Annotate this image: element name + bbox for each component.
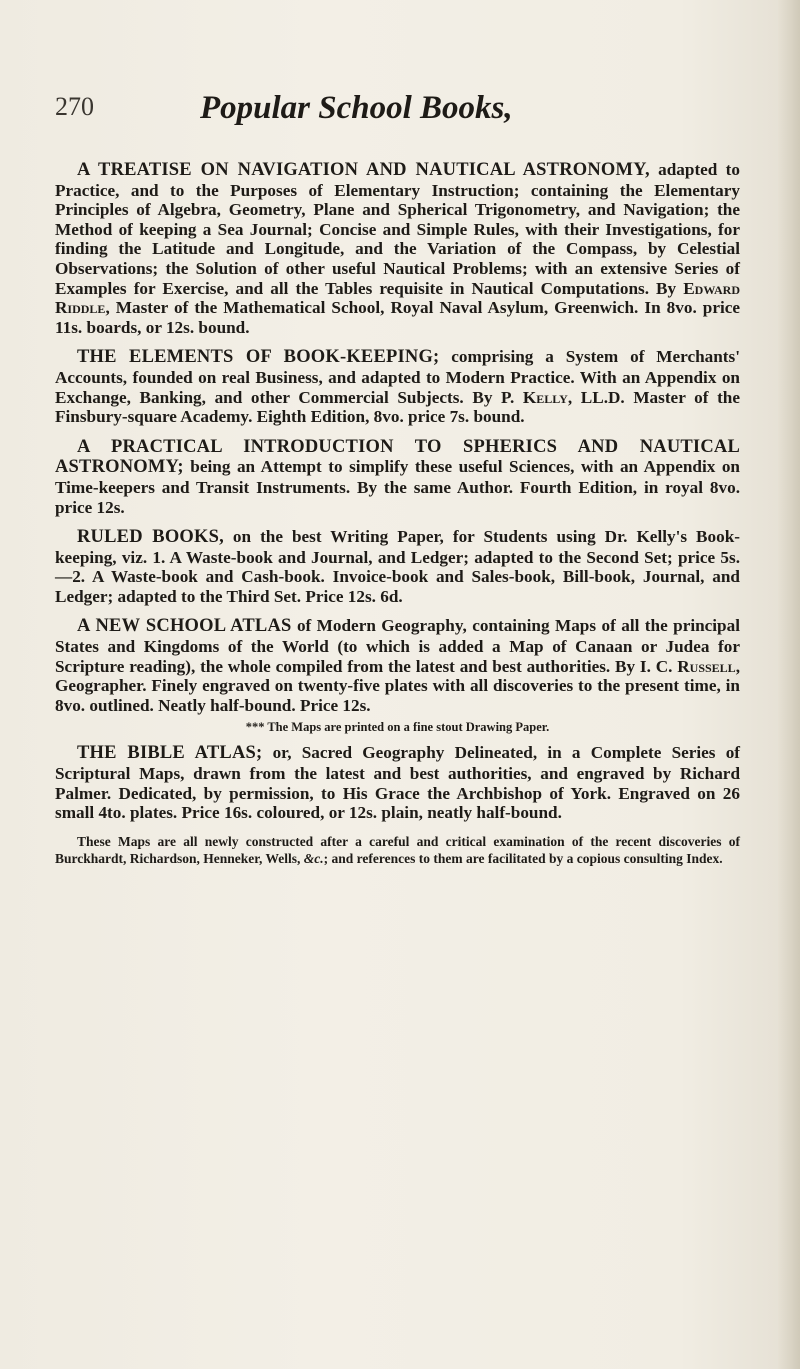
entry-book-keeping	[55, 347, 740, 426]
maps-note: *** The Maps are printed on a fine stout Drawing Paper.	[245, 720, 550, 735]
entry-body: of Modern Geography, containing Maps of all the principal States and Kingdoms of the World (to which is added a Map of Canaan or Judea for Scripture reading), the whole compiled from the latest and best authorities. By I. C.	[55, 616, 740, 676]
entry-body-end: , LL.D. Master of the Finsbury-square Academy. Eighth Edition, 8vo. price 7s. bound.	[55, 387, 740, 427]
footnote-text-end: ; and references to them are facilitated by a copious consulting Index.	[323, 851, 723, 867]
footnote-etc: &c.	[303, 851, 324, 867]
entry-navigation-treatise	[55, 160, 740, 337]
entry-spherics	[55, 437, 740, 517]
entry-title: A PRACTICAL INTRODUCTION TO SPHERICS AND NAUTICAL ASTRONOMY;	[55, 436, 740, 478]
entry-ruled-books	[55, 527, 740, 606]
entry-author: Russell	[677, 656, 736, 676]
entry-bible-atlas	[55, 743, 740, 822]
entry-body: adapted to Practice, and to the Purposes of Elementary Instruction; containing the Elementary Principles of Algebra, Geometry, Plane and Spherical Trigonometry, and Navigation; the Method of keeping a Sea Journal; Concise and Simple Rules, with their Investigations, for finding the Latitude and Longitude, and the Variation of the Compass, by Celestial Observations; the Solution of other useful Nautical Problems; with an extensive Series of Examples for Exercise, and all the Tables requisite in Nautical Computations. By	[55, 160, 740, 298]
entry-author: P. Kelly	[501, 387, 568, 407]
footnote-text: These Maps are all newly constructed after a careful and critical examination of the recent discoveries of Burckhardt, Richardson, Henneker, Wells,	[55, 833, 740, 867]
page-content	[55, 160, 740, 868]
entry-title: RULED BOOKS,	[77, 527, 224, 548]
bible-atlas-footnote	[55, 833, 740, 868]
page-number: 270	[55, 92, 94, 121]
running-title: Popular School Books,	[200, 90, 513, 126]
entry-school-atlas	[55, 616, 740, 715]
entry-title: A NEW SCHOOL ATLAS	[77, 616, 292, 637]
entry-title: THE ELEMENTS OF BOOK-KEEPING;	[77, 347, 440, 368]
entry-body: being an Attempt to simplify these useful Sciences, with an Appendix on Time-keepers and Transit Instruments. By the same Author. Fourth Edition, in royal 8vo. price 12s.	[55, 457, 740, 517]
entry-body: on the best Writing Paper, for Students using Dr. Kelly's Book-keeping, viz. 1. A Waste-book and Journal, and Ledger; adapted to the Second Set; price 5s.—2. A Waste-book and Cash-book. Invoice-book and Sales-book, Bill-book, Journal, and Ledger; adapted to the Third Set. Price 12s. 6d.	[55, 527, 740, 606]
page-header	[55, 92, 745, 142]
entry-title: THE BIBLE ATLAS;	[77, 743, 263, 764]
entry-body-end: , Geographer. Finely engraved on twenty-five plates with all discoveries to the present time, in 8vo. outlined. Neatly half-bound. Price 12s.	[55, 656, 740, 715]
entry-body: comprising a System of Merchants' Accounts, founded on real Business, and adapted to Modern Practice. With an Appendix on Exchange, Banking, and other Commercial Subjects. By	[55, 347, 740, 407]
page-edge	[778, 0, 800, 1369]
entry-body-end: , Master of the Mathematical School, Royal Naval Asylum, Greenwich. In 8vo. price 11s. boards, or 12s. bound.	[55, 298, 740, 337]
entry-title: A TREATISE ON NAVIGATION AND NAUTICAL ASTRONOMY,	[77, 160, 650, 180]
entry-author: Edward Riddle	[55, 278, 740, 318]
entry-body: or, Sacred Geography Delineated, in a Complete Series of Scriptural Maps, drawn from the latest and best authorities, and engraved by Richard Palmer. Dedicated, by permission, to His Grace the Archbishop of York. Engraved on 26 small 4to. plates. Price 16s. coloured, or 12s. plain, neatly half-bound.	[55, 743, 741, 823]
